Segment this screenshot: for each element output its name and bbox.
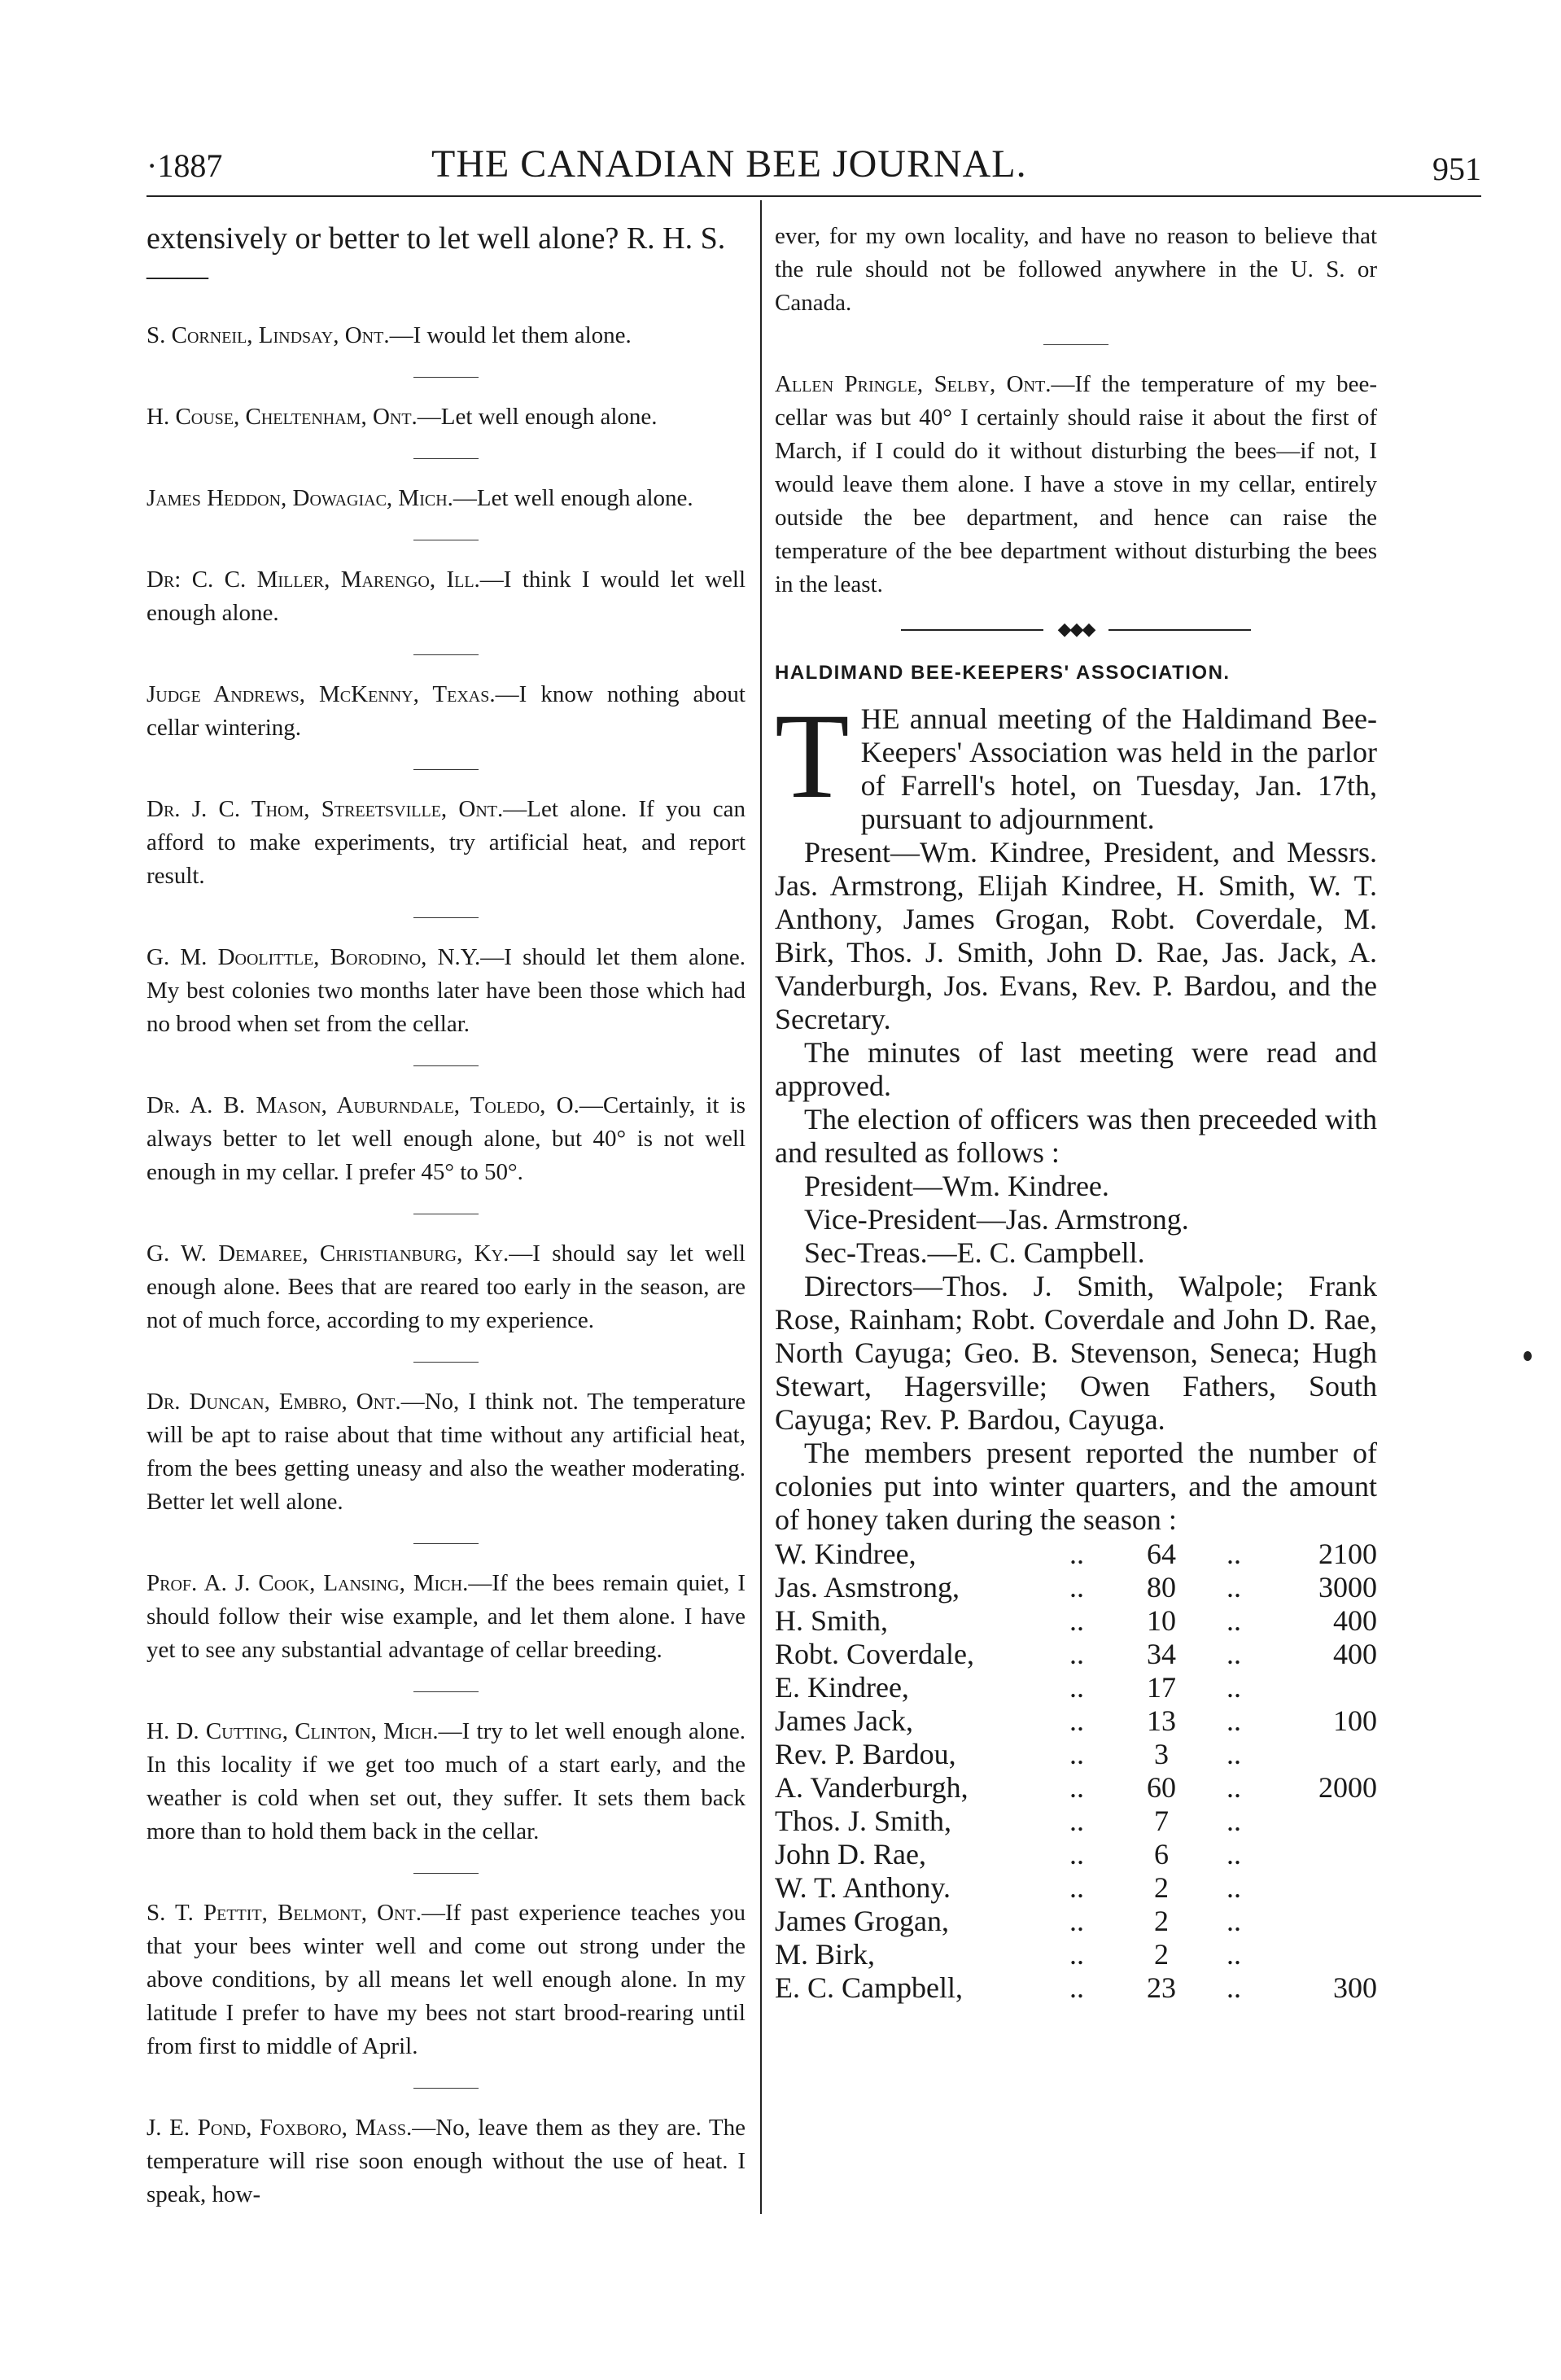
separator-rule: [413, 377, 479, 378]
margin-dot-icon: [1524, 1351, 1532, 1361]
table-row: [775, 1937, 1377, 1971]
answer-entry: [146, 2111, 746, 2212]
table-row: [775, 1570, 1377, 1603]
right-column: [775, 220, 1377, 2004]
intro-text: HE annual meeting of the Haldimand Bee-Keepers' Association was held in the parlor of Farrell's hotel, on Tuesday, Jan. 17th, pursuant to adjournment.: [860, 702, 1377, 835]
colony-count: 60: [1147, 1771, 1176, 1804]
honey-amount: 400: [1333, 1638, 1377, 1670]
respondent-name: Dr. A. B. Mason, Auburndale, Toledo, O.: [146, 1092, 579, 1118]
leader-dots: ..: [1226, 1738, 1241, 1770]
leader-dots: ..: [1226, 1538, 1241, 1570]
drop-cap: T: [775, 689, 850, 824]
answer-entry: [146, 1567, 746, 1667]
member-name: Robt. Coverdale,: [775, 1638, 974, 1670]
officer-line: Sec-Treas.—E. C. Campbell.: [804, 1236, 1145, 1269]
colony-count: 23: [1147, 1971, 1176, 2004]
respondent-name: Dr. J. C. Thom, Streetsville, Ont.: [146, 796, 504, 822]
answer-text: —If the temperature of my bee-cellar was but 40° I certainly should raise it about the first of March, if I could do it without disturbing the bees—if not, I would leave them alone. I have a stove in my cellar, entirely outside the bee department, and hence can raise the temperature of the bee department without disturbing the bees in the least.: [775, 371, 1377, 597]
separator-rule: [413, 1691, 479, 1692]
answer-text: —If the bees remain quiet, I should follow their wise example, and let them alone. I have yet to see any substantial advantage of cellar breeding.: [146, 1570, 746, 1663]
section-ornament: [901, 619, 1251, 639]
separator-rule: [413, 458, 479, 459]
leader-dots: ..: [1069, 1538, 1084, 1570]
table-row: [775, 1770, 1377, 1804]
colony-count: 3: [1154, 1738, 1169, 1770]
leader-dots: ..: [1069, 1738, 1084, 1770]
leader-dots: ..: [1069, 1704, 1084, 1737]
leader-dots: ..: [1069, 1871, 1084, 1904]
ornament-mark-icon: ◆◆◆: [1043, 619, 1108, 640]
answer-entry: [775, 368, 1377, 602]
table-row: [775, 1804, 1377, 1837]
respondent-name: James Heddon, Dowagiac, Mich.: [146, 485, 453, 511]
leader-dots: ..: [1069, 1638, 1084, 1670]
member-name: James Jack,: [775, 1704, 913, 1737]
respondent-name: Dr: C. C. Miller, Marengo, Ill.: [146, 567, 480, 593]
table-row: [775, 1670, 1377, 1704]
honey-amount: 400: [1333, 1604, 1377, 1637]
table-row: [775, 1637, 1377, 1670]
separator-rule: [413, 1543, 479, 1544]
leader-dots: ..: [1226, 1704, 1241, 1737]
section-title: HALDIMAND BEE-KEEPERS' ASSOCIATION.: [775, 662, 1231, 684]
honey-amount: 300: [1333, 1971, 1377, 2004]
officer-line: Vice-President—Jas. Armstrong.: [804, 1203, 1189, 1236]
header-year: ·1887: [146, 147, 223, 184]
member-name: John D. Rae,: [775, 1838, 926, 1870]
separator-rule: [413, 654, 479, 655]
leader-dots: ..: [1069, 1771, 1084, 1804]
member-name: H. Smith,: [775, 1604, 889, 1637]
leader-dots: ..: [1069, 1571, 1084, 1603]
leader-dots: ..: [1226, 1871, 1241, 1904]
respondent-name: H. Couse, Cheltenham, Ont.: [146, 404, 418, 430]
member-name: Jas. Asmstrong,: [775, 1571, 960, 1603]
answer-entry: [146, 1385, 746, 1519]
member-name: E. Kindree,: [775, 1671, 909, 1704]
member-name: Thos. J. Smith,: [775, 1805, 952, 1837]
separator-rule: [413, 769, 479, 770]
separator-rule: [413, 1065, 479, 1066]
answer-text: —I know nothing about cellar wintering.: [146, 681, 746, 741]
journal-title: THE CANADIAN BEE JOURNAL.: [431, 142, 1027, 186]
answer-entry: [146, 1715, 746, 1848]
answer-text: —If past experience teaches you that your bees winter well and come out strong under the above conditions, by all means let well enough alone. In my latitude I prefer to have my bees not start brood-rearing until from first to middle of April.: [146, 1900, 746, 2059]
table-row: [775, 1537, 1377, 1570]
table-row: [775, 1971, 1377, 2004]
answer-continuation: [775, 220, 1377, 320]
honey-amount: 100: [1333, 1704, 1377, 1737]
respondent-name: Judge Andrews, McKenny, Texas.: [146, 681, 496, 707]
colony-count: 13: [1147, 1704, 1176, 1737]
separator-rule: [413, 917, 479, 918]
honey-amount: 3000: [1318, 1571, 1377, 1603]
leader-dots: ..: [1226, 1638, 1241, 1670]
respondent-name: S. Corneil, Lindsay, Ont.: [146, 322, 390, 348]
answers-list: [146, 319, 746, 2212]
answer-text: —No, leave them as they are. The temperature will rise soon enough without the use of heat. I speak, how-: [146, 2115, 746, 2207]
honey-amount: 2000: [1318, 1771, 1377, 1804]
colony-count: 80: [1147, 1571, 1176, 1603]
question-lead: extensively or better to let well alone? R. H. S.——: [146, 221, 726, 293]
colonies-table: [775, 1537, 1377, 2004]
answer-entry: [146, 319, 746, 352]
answer-text: —Let well enough alone.: [417, 404, 658, 430]
page-number: 951: [1432, 151, 1481, 187]
leader-dots: ..: [1069, 1671, 1084, 1704]
table-row: [775, 1737, 1377, 1770]
answer-entry: [146, 678, 746, 745]
answer-text: —I should say let well enough alone. Bees that are reared too early in the season, are not of much force, according to my experience.: [146, 1240, 746, 1333]
separator-rule: [413, 1873, 479, 1874]
minutes-paragraph: The minutes of last meeting were read and approved.: [775, 1036, 1377, 1102]
continuation-text: ever, for my own locality, and have no reason to believe that the rule should not be followed anywhere in the U. S. or Canada.: [775, 223, 1377, 316]
leader-dots: ..: [1226, 1971, 1241, 2004]
answer-text: —I would let them alone.: [389, 322, 632, 348]
member-name: W. Kindree,: [775, 1538, 916, 1570]
honey-amount: 2100: [1318, 1538, 1377, 1570]
answer-text: —I should let them alone. My best colonies two months later have been those which had no brood when set from the cellar.: [146, 944, 746, 1037]
intro-paragraph: [775, 689, 1377, 836]
answers-continued: [775, 220, 1377, 602]
answer-entry: [146, 563, 746, 630]
colony-count: 2: [1154, 1905, 1169, 1937]
colony-count: 6: [1154, 1838, 1169, 1870]
answer-entry: [146, 1089, 746, 1189]
separator-rule: [1043, 344, 1108, 345]
leader-dots: ..: [1226, 1571, 1241, 1603]
answer-text: —Certainly, it is always better to let well enough alone, but 40° is not well enough in my cellar. I prefer 45° to 50°.: [146, 1092, 746, 1185]
leader-dots: ..: [1226, 1938, 1241, 1971]
election-paragraph: The election of officers was then preceeded with and resulted as follows :: [775, 1103, 1377, 1169]
header-rule: [146, 195, 1481, 197]
colony-count: 2: [1154, 1871, 1169, 1904]
left-column: [146, 220, 746, 2236]
officer-line: President—Wm. Kindree.: [804, 1170, 1109, 1202]
colony-count: 10: [1147, 1604, 1176, 1637]
colony-count: 64: [1147, 1538, 1176, 1570]
present-paragraph: Present—Wm. Kindree, President, and Messrs. Jas. Armstrong, Elijah Kindree, H. Smith, W. T. Anthony, James Grogan, Robt. Coverdale, M. Birk, Thos. J. Smith, John D. Rae, Jas. Jack, A. Vanderburgh, Jos. Evans, Rev. P. Bardou, and the Secretary.: [775, 836, 1377, 1035]
answer-entry: [146, 941, 746, 1041]
answer-text: —I try to let well enough alone. In this locality if we get too much of a start early, and the weather is cold when set out, they suffer. It sets them back more than to hold them back in the cellar.: [146, 1718, 746, 1844]
answer-text: —No, I think not. The temperature will be apt to raise about that time without any artificial heat, from the bees getting uneasy and also the weather moderating. Better let well alone.: [146, 1389, 746, 1515]
table-row: [775, 1870, 1377, 1904]
leader-dots: ..: [1226, 1805, 1241, 1837]
members-report-paragraph: The members present reported the number of colonies put into winter quarters, and the amount of honey taken during the season :: [775, 1437, 1377, 1536]
leader-dots: ..: [1226, 1604, 1241, 1637]
answer-entry: [146, 482, 746, 515]
colony-count: 34: [1147, 1638, 1176, 1670]
respondent-name: Dr. Duncan, Embro, Ont.: [146, 1389, 401, 1415]
colony-count: 2: [1154, 1938, 1169, 1971]
answer-entry: [146, 1237, 746, 1337]
leader-dots: ..: [1226, 1771, 1241, 1804]
member-name: M. Birk,: [775, 1938, 876, 1971]
answer-text: —I think I would let well enough alone.: [146, 567, 746, 626]
respondent-name: H. D. Cutting, Clinton, Mich.: [146, 1718, 439, 1744]
respondent-name: Allen Pringle, Selby, Ont.: [775, 371, 1052, 397]
page-header: [146, 130, 1481, 187]
answer-entry: [146, 400, 746, 434]
colony-count: 7: [1154, 1805, 1169, 1837]
answer-text: —Let alone. If you can afford to make experiments, try artificial heat, and report result.: [146, 796, 746, 889]
leader-dots: ..: [1069, 1905, 1084, 1937]
column-divider: [760, 200, 762, 2214]
association-report: [775, 689, 1377, 1537]
leader-dots: ..: [1069, 1604, 1084, 1637]
leader-dots: ..: [1069, 1938, 1084, 1971]
answer-entry: [146, 1897, 746, 2063]
respondent-name: G. M. Doolittle, Borodino, N.Y.: [146, 944, 481, 970]
table-row: [775, 1603, 1377, 1637]
respondent-name: S. T. Pettit, Belmont, Ont.: [146, 1900, 422, 1926]
table-row: [775, 1704, 1377, 1737]
answer-entry: [146, 793, 746, 893]
leader-dots: ..: [1226, 1905, 1241, 1937]
member-name: W. T. Anthony.: [775, 1871, 951, 1904]
respondent-name: G. W. Demaree, Christianburg, Ky.: [146, 1240, 509, 1267]
table-row: [775, 1837, 1377, 1870]
member-name: E. C. Campbell,: [775, 1971, 963, 2004]
separator-rule: [413, 2088, 479, 2089]
table-row: [775, 1904, 1377, 1937]
leader-dots: ..: [1069, 1971, 1084, 2004]
leader-dots: ..: [1069, 1805, 1084, 1837]
respondent-name: Prof. A. J. Cook, Lansing, Mich.: [146, 1570, 469, 1596]
leader-dots: ..: [1226, 1838, 1241, 1870]
leader-dots: ..: [1226, 1671, 1241, 1704]
respondent-name: J. E. Pond, Foxboro, Mass.: [146, 2115, 413, 2141]
separator-rule: [413, 1362, 479, 1363]
colony-count: 17: [1147, 1671, 1176, 1704]
directors-paragraph: Directors—Thos. J. Smith, Walpole; Frank Rose, Rainham; Robt. Coverdale and John D. Rae, North Cayuga; Geo. B. Stevenson, Seneca; Hugh Stewart, Hagersville; Owen Fathers, South Cayuga; Rev. P. Bardou, Cayuga.: [775, 1270, 1377, 1436]
answer-text: —Let well enough alone.: [453, 485, 693, 511]
leader-dots: ..: [1069, 1838, 1084, 1870]
member-name: Rev. P. Bardou,: [775, 1738, 956, 1770]
member-name: A. Vanderburgh,: [775, 1771, 969, 1804]
member-name: James Grogan,: [775, 1905, 949, 1937]
